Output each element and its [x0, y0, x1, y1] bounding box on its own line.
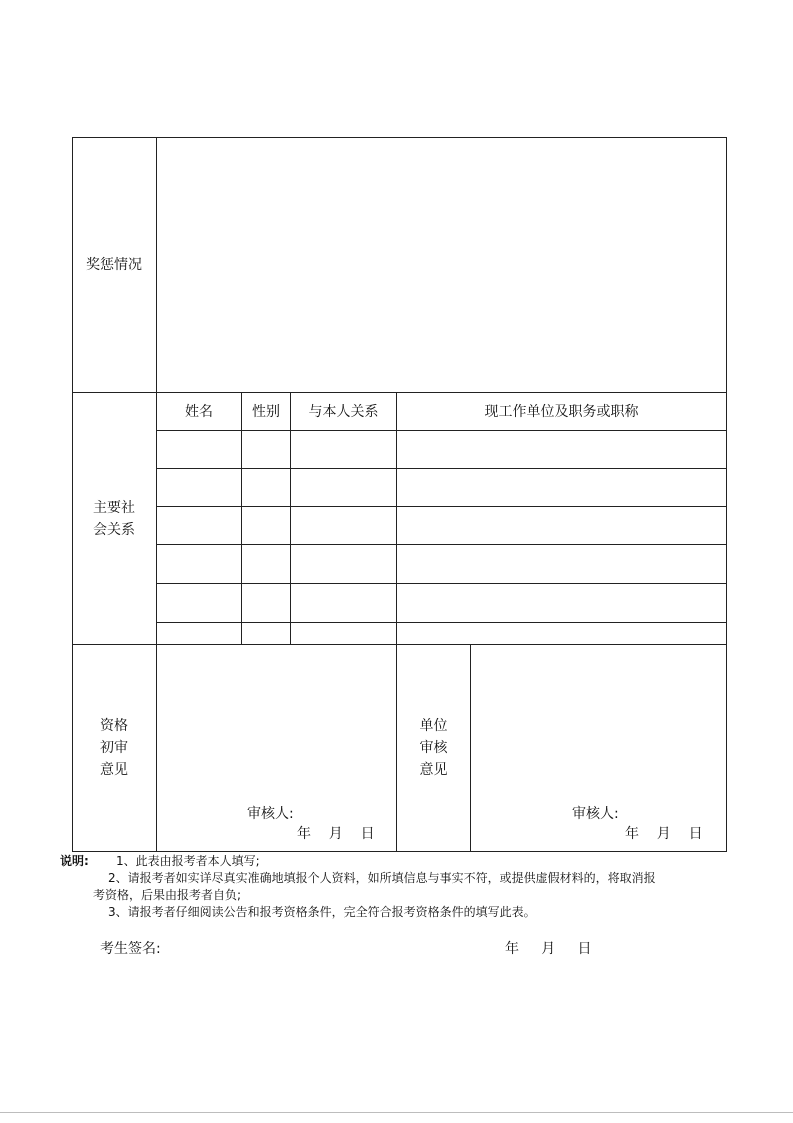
relations-label-line2: 会关系: [93, 521, 135, 538]
relation-row-2[interactable]: [157, 469, 726, 506]
header-relationship-text: 与本人关系: [308, 403, 379, 420]
awards-content-area[interactable]: [157, 138, 726, 392]
relation-row-4[interactable]: [157, 545, 726, 583]
header-workplace: [397, 393, 726, 430]
relation-row-5[interactable]: [157, 584, 726, 622]
note-item-1: 1、此表由报考者本人填写;: [116, 854, 260, 868]
qualification-label-line1: 资格: [100, 718, 128, 734]
header-name-text: 姓名: [185, 403, 213, 420]
unit-label-line3: 意见: [419, 762, 448, 778]
header-workplace-text: 现工作单位及职务或职称: [484, 403, 639, 420]
qualification-date: 年 月 日: [297, 826, 375, 842]
unit-label-line1: 单位: [419, 718, 448, 734]
unit-label-line2: 审核: [419, 740, 448, 756]
review-col-line: [470, 644, 471, 852]
relation-row-6[interactable]: [157, 623, 726, 644]
note-item-3: 3、请报考者仔细阅读公告和报考资格条件，完全符合报考资格条件的填写此表。: [108, 905, 536, 919]
relation-row-3[interactable]: [157, 507, 726, 544]
signature-field[interactable]: [175, 936, 475, 958]
header-name: [157, 393, 241, 430]
qualification-label-line2: 初审: [100, 740, 128, 756]
form-table: [72, 137, 727, 852]
header-relationship: [291, 393, 396, 430]
qualification-label-line3: 意见: [100, 762, 128, 778]
notes-title: 说明:: [60, 854, 89, 868]
awards-label-text: 奖惩情况: [86, 256, 142, 273]
unit-review-label: [397, 645, 470, 851]
unit-reviewer: 审核人:: [572, 806, 619, 822]
note-item-2b: 考资格，后果由报考者自负;: [93, 888, 242, 902]
unit-date: 年 月 日: [625, 826, 703, 842]
header-gender: [242, 393, 290, 430]
qualification-label: [72, 645, 156, 851]
table-border-right: [726, 137, 727, 852]
relations-label: [72, 393, 156, 644]
header-gender-text: 性别: [252, 403, 280, 420]
relations-label-line1: 主要社: [93, 499, 135, 516]
note-item-2a: 2、请报考者如实详尽真实准确地填报个人资料，如所填信息与事实不符，或提供虚假材料的，将取消报: [108, 871, 656, 885]
page-bottom-rule: [0, 1112, 793, 1113]
signature-date: 年 月 日: [505, 941, 592, 957]
qualification-reviewer: 审核人:: [247, 806, 294, 822]
relation-row-1[interactable]: [157, 431, 726, 468]
awards-label: [72, 137, 156, 392]
signature-label: 考生签名:: [100, 941, 161, 957]
